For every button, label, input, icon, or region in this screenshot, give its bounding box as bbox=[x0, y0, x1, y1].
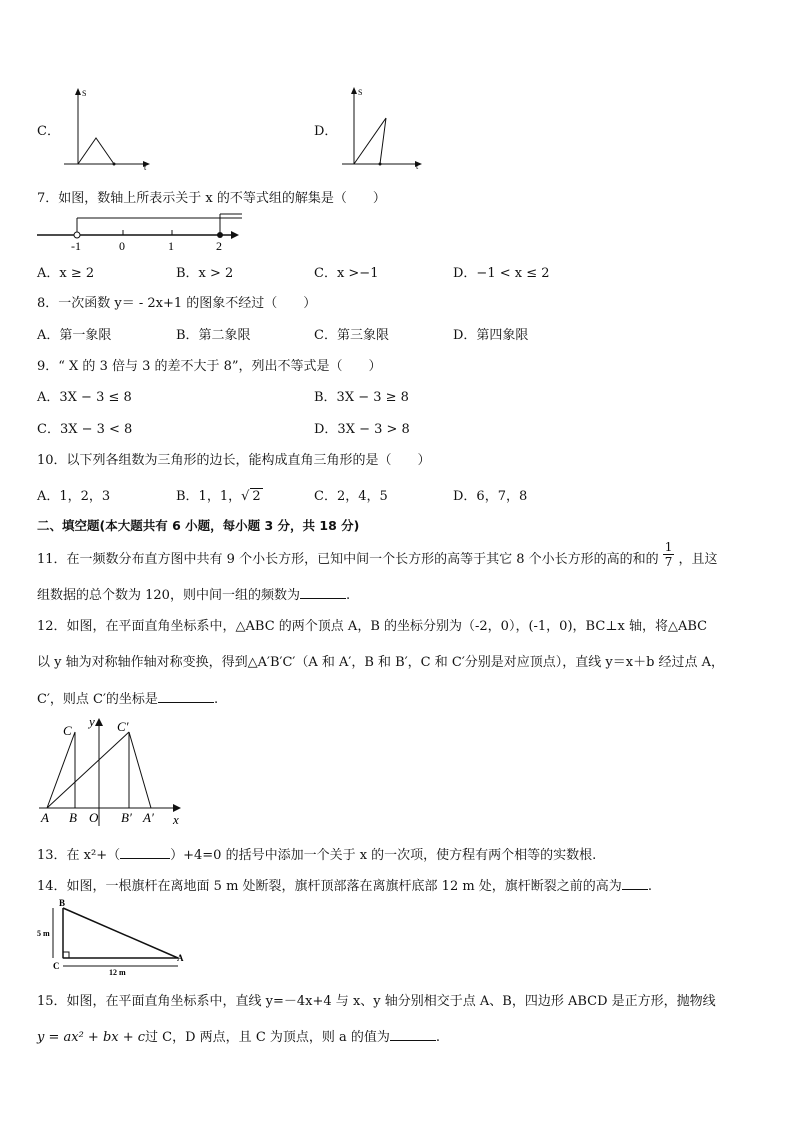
tick-label: 0 bbox=[119, 239, 125, 253]
q9-option-d: D．3X − 3 > 8 bbox=[314, 422, 410, 437]
answer-blank bbox=[158, 690, 214, 703]
q13-text: 13．在 x²+（ bbox=[37, 848, 121, 863]
q12-text: C′，则点 C′的坐标是 bbox=[37, 692, 158, 707]
parabola-equation: y = ax² + bx + c bbox=[37, 1030, 146, 1045]
q7-option-b: B．x > 2 bbox=[176, 266, 234, 281]
q11-text-tail: ，且这 bbox=[678, 552, 718, 567]
q13-line bbox=[37, 844, 596, 863]
q14-figure bbox=[35, 896, 191, 980]
base-length-label: 12 m bbox=[109, 968, 126, 977]
point-label: C′ bbox=[117, 719, 129, 734]
q15-line1: 15．如图，在平面直角坐标系中，直线 y=－4x+4 与 x、y 轴分别相交于点 A、B，四边形 ABCD 是正方形，抛物线 bbox=[37, 994, 716, 1009]
answer-blank bbox=[300, 586, 346, 599]
q9-option-a: A．3X − 3 ≤ 8 bbox=[37, 390, 132, 405]
axis-x-label: t bbox=[144, 163, 147, 172]
q11-line2: 组数据的总个数为 120，则中间一组的频数为 . bbox=[37, 588, 351, 603]
q8-option-c: C．第三象限 bbox=[314, 328, 389, 343]
tick-label: 2 bbox=[216, 239, 222, 253]
axis-y-label: S bbox=[358, 88, 363, 97]
q7-option-a: A．x ≥ 2 bbox=[37, 266, 95, 281]
q10-stem: 10．以下列各组数为三角形的边长，能构成直角三角形的是（ ） bbox=[37, 453, 431, 468]
q8-option-b: B．第二象限 bbox=[176, 328, 251, 343]
tick-label: -1 bbox=[71, 239, 81, 253]
q6-graph-d bbox=[338, 84, 438, 170]
answer-blank bbox=[120, 846, 170, 859]
answer-blank bbox=[622, 877, 648, 890]
q7-option-d: D．−1 < x ≤ 2 bbox=[453, 266, 550, 281]
axis-x-label: t bbox=[416, 162, 419, 170]
q6-graph-c bbox=[60, 86, 160, 172]
q8-stem: 8．一次函数 y＝ - 2x+1 的图象不经过（ ） bbox=[37, 296, 317, 311]
q10-option-a: A．1，2，3 bbox=[37, 489, 111, 504]
q10-option-c: C．2，4，5 bbox=[314, 489, 388, 504]
q12-line3: C′，则点 C′的坐标是 . bbox=[37, 692, 219, 707]
fraction bbox=[663, 540, 675, 569]
option-c-label: C． bbox=[37, 124, 60, 139]
q14-line: 14．如图，一根旗杆在离地面 5 m 处断裂，旗杆顶部落在离旗杆底部 12 m 处，旗杆断裂之前的高为 . bbox=[37, 879, 652, 894]
point-label: A bbox=[177, 953, 184, 963]
fraction-denominator: 7 bbox=[664, 555, 673, 569]
q8-option-d: D．第四象限 bbox=[453, 328, 529, 343]
point-label: O bbox=[89, 810, 99, 825]
q7-stem: 7．如图，数轴上所表示关于 x 的不等式组的解集是（ ） bbox=[37, 191, 386, 206]
point-label: B bbox=[69, 810, 77, 825]
q7-number-line bbox=[37, 212, 247, 254]
point-label: B′ bbox=[121, 810, 132, 825]
tick-label: 1 bbox=[168, 239, 174, 253]
option-d-label: D． bbox=[314, 124, 338, 139]
q10-option-b: B．1，1，√ 2 bbox=[176, 489, 261, 504]
q10-option-b-text: B．1，1， bbox=[176, 489, 242, 504]
q9-option-b: B．3X − 3 ≥ 8 bbox=[314, 390, 409, 405]
sqrt-radicand: 2 bbox=[252, 489, 261, 504]
section-heading: 二、填空题(本大题共有 6 小题，每小题 3 分，共 18 分) bbox=[37, 518, 360, 533]
q7-option-c: C．x >−1 bbox=[314, 266, 379, 281]
axis-y-label: S bbox=[82, 89, 87, 98]
q10-option-d: D．6，7，8 bbox=[453, 489, 528, 504]
point-label: B bbox=[59, 898, 66, 908]
point-label: C bbox=[53, 961, 60, 971]
q8-option-a: A．第一象限 bbox=[37, 328, 112, 343]
axis-label: y bbox=[89, 714, 95, 729]
q9-option-c: C．3X − 3 < 8 bbox=[37, 422, 133, 437]
q13-text-tail: ）+4=0 的括号中添加一个关于 x 的一次项，使方程有两个相等的实数根. bbox=[170, 848, 597, 863]
side-length-label: 5 m bbox=[37, 929, 50, 938]
q14-text: 14．如图，一根旗杆在离地面 5 m 处断裂，旗杆顶部落在离旗杆底部 12 m 处，旗杆断裂之前的高为 bbox=[37, 879, 622, 894]
point-label: A bbox=[41, 810, 49, 825]
point-label: A′ bbox=[143, 810, 154, 825]
answer-blank bbox=[390, 1028, 436, 1041]
axis-label: x bbox=[173, 812, 179, 827]
q11-line1 bbox=[37, 540, 718, 569]
fraction-numerator: 1 bbox=[664, 540, 673, 554]
q9-stem: 9．“ X 的 3 倍与 3 的差不大于 8”，列出不等式是（ ） bbox=[37, 359, 382, 374]
q15-text: 过 C，D 两点，且 C 为顶点，则 a 的值为 bbox=[145, 1030, 390, 1045]
q11-text: 组数据的总个数为 120，则中间一组的频数为 bbox=[37, 588, 300, 603]
q12-line2: 以 y 轴为对称轴作轴对称变换，得到△A′B′C′（A 和 A′，B 和 B′，C 和 C′分别是对应顶点），直线 y＝x＋b 经过点 A， bbox=[37, 655, 725, 670]
q12-figure bbox=[35, 714, 185, 832]
point-label: C bbox=[63, 723, 72, 738]
q15-line2: y = ax² + bx + c过 C，D 两点，且 C 为顶点，则 a 的值为 . bbox=[37, 1030, 441, 1045]
q12-line1: 12．如图，在平面直角坐标系中，△ABC 的两个顶点 A，B 的坐标分别为（-2，0），(-1，0)，BC⊥x 轴，将△ABC bbox=[37, 619, 708, 634]
q11-text: 11．在一频数分布直方图中共有 9 个小长方形，已知中间一个长方形的高等于其它 8 个小长方形的高的和的 bbox=[37, 552, 659, 567]
